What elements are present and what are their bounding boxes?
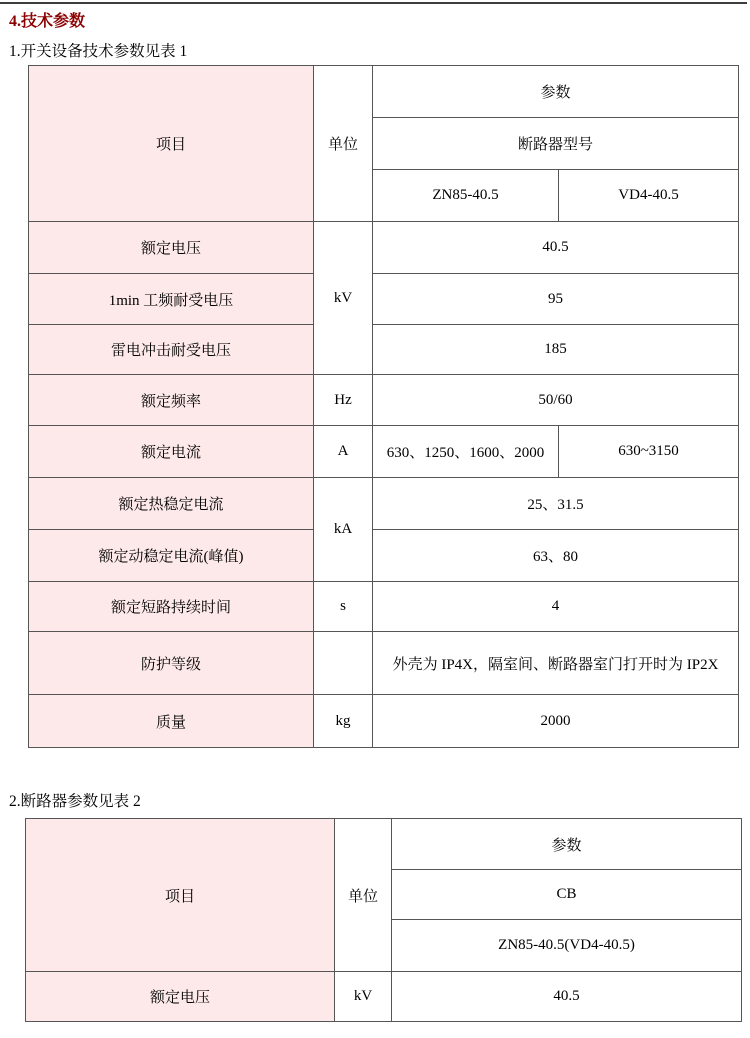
t1-row9-unit: kg bbox=[314, 695, 373, 748]
table-row bbox=[29, 530, 739, 582]
table-row bbox=[29, 274, 739, 325]
t1-row4-unit: A bbox=[314, 426, 373, 478]
t1-row2-value: 185 bbox=[373, 325, 739, 375]
t1-header-model2: VD4-40.5 bbox=[559, 170, 739, 222]
t1-row0-unit: kV bbox=[314, 222, 373, 375]
t1-row7-unit: s bbox=[314, 582, 373, 632]
t1-row3-item: 额定频率 bbox=[29, 375, 314, 426]
table-row bbox=[29, 478, 739, 530]
t1-row2-item: 雷电冲击耐受电压 bbox=[29, 325, 314, 375]
t2-header-model: ZN85-40.5(VD4-40.5) bbox=[392, 920, 742, 972]
t2-row0-item: 额定电压 bbox=[26, 972, 335, 1022]
section-heading: 4.技术参数 bbox=[9, 13, 86, 30]
table-row bbox=[29, 582, 739, 632]
t1-row8-unit bbox=[314, 632, 373, 695]
table-row bbox=[29, 375, 739, 426]
t1-row9-item: 质量 bbox=[29, 695, 314, 748]
switchgear-parameters-table bbox=[28, 65, 739, 748]
t2-row0-unit: kV bbox=[335, 972, 392, 1022]
t1-row6-value: 63、80 bbox=[373, 530, 739, 582]
t1-row5-unit: kA bbox=[314, 478, 373, 582]
table-row bbox=[29, 222, 739, 274]
table-row bbox=[29, 325, 739, 375]
t1-row7-item: 额定短路持续时间 bbox=[29, 582, 314, 632]
t1-row9-value: 2000 bbox=[373, 695, 739, 748]
t1-row6-item: 额定动稳定电流(峰值) bbox=[29, 530, 314, 582]
t1-row4-value1: 630、1250、1600、2000 bbox=[373, 426, 559, 478]
t1-row1-value: 95 bbox=[373, 274, 739, 325]
t2-header-item: 项目 bbox=[26, 819, 335, 972]
t1-header-param: 参数 bbox=[373, 66, 739, 118]
t2-header-param: 参数 bbox=[392, 819, 742, 870]
t1-header-unit: 单位 bbox=[314, 66, 373, 222]
table2-caption: 2.断路器参数见表 2 bbox=[9, 793, 141, 810]
t1-row3-unit: Hz bbox=[314, 375, 373, 426]
circuit-breaker-parameters-table bbox=[25, 818, 742, 1022]
table1-caption: 1.开关设备技术参数见表 1 bbox=[9, 43, 188, 60]
t1-row0-item: 额定电压 bbox=[29, 222, 314, 274]
table-row bbox=[26, 972, 742, 1022]
t1-header-breaker-model: 断路器型号 bbox=[373, 118, 739, 170]
page-top-rule bbox=[0, 2, 747, 4]
t1-row3-value: 50/60 bbox=[373, 375, 739, 426]
t1-row1-item: 1min 工频耐受电压 bbox=[29, 274, 314, 325]
t2-header-cb: CB bbox=[392, 870, 742, 920]
t1-row5-value: 25、31.5 bbox=[373, 478, 739, 530]
table-row bbox=[29, 695, 739, 748]
t1-row8-value: 外壳为 IP4X，隔室间、断路器室门打开时为 IP2X bbox=[373, 632, 739, 695]
t1-row8-item: 防护等级 bbox=[29, 632, 314, 695]
t1-row5-item: 额定热稳定电流 bbox=[29, 478, 314, 530]
t2-header-unit: 单位 bbox=[335, 819, 392, 972]
t2-row0-value: 40.5 bbox=[392, 972, 742, 1022]
t1-row4-item: 额定电流 bbox=[29, 426, 314, 478]
t1-header-item: 项目 bbox=[29, 66, 314, 222]
table-row bbox=[29, 632, 739, 695]
t1-header-model1: ZN85-40.5 bbox=[373, 170, 559, 222]
t1-row7-value: 4 bbox=[373, 582, 739, 632]
t1-row4-value2: 630~3150 bbox=[559, 426, 739, 478]
table-row bbox=[29, 426, 739, 478]
t1-row0-value: 40.5 bbox=[373, 222, 739, 274]
